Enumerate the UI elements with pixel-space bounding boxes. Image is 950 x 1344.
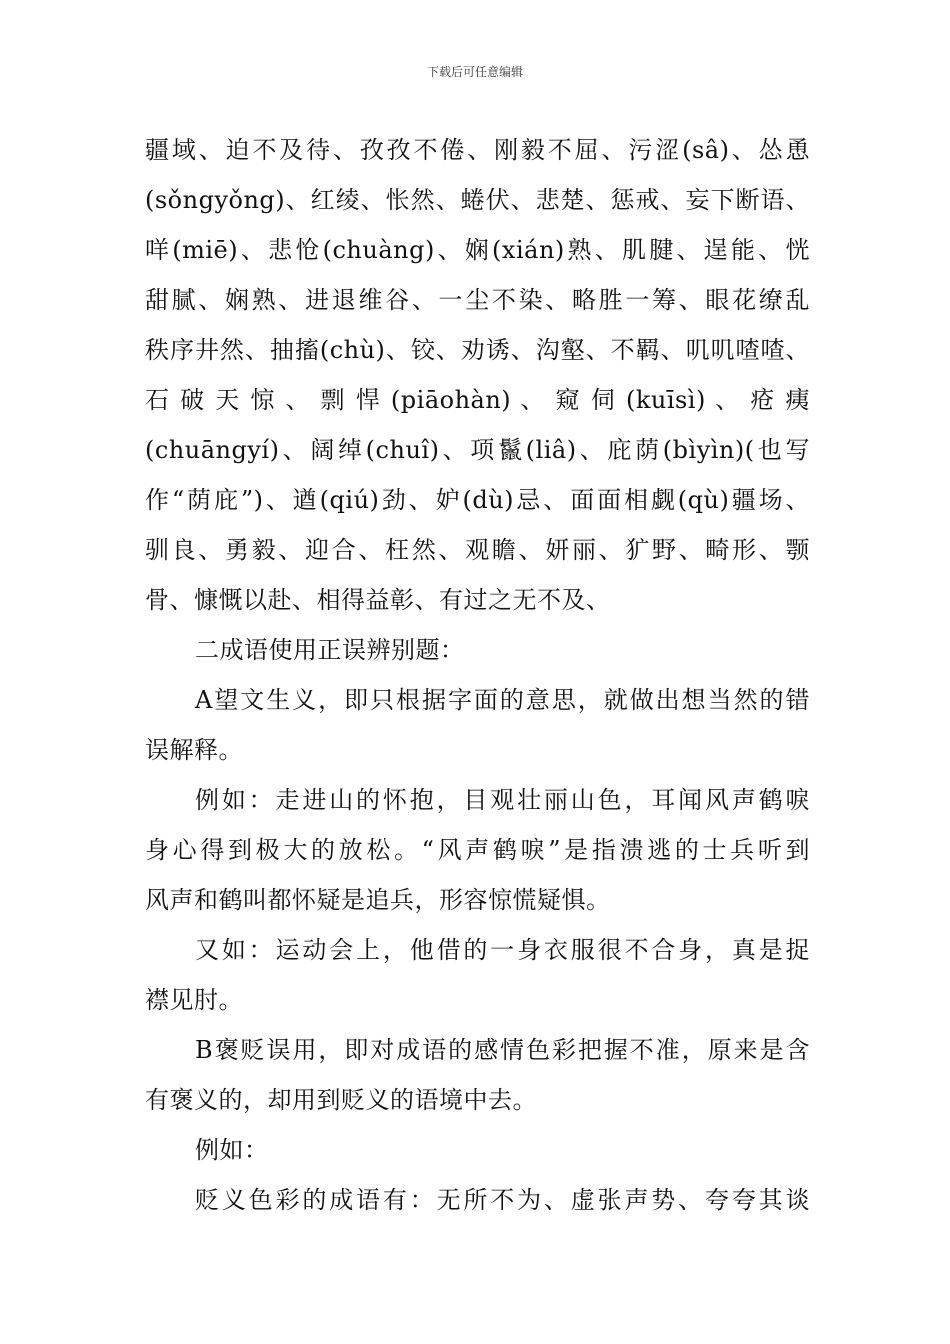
text-line: 有褒义的，却用到贬义的语境中去。	[145, 1086, 537, 1114]
text-line: (chuāngyí)、阔绰(chuî)、项鬣(liâ)、庇荫(bìyìn)(也写	[145, 436, 810, 464]
text-line: 贬义色彩的成语有：无所不为、虚张声势、夸夸其谈	[195, 1186, 810, 1214]
text-line: 身心得到极大的放松。“风声鹤唳”是指溃逃的士兵听到	[145, 836, 810, 864]
page-header: 下载后可任意编辑	[426, 65, 523, 79]
text-line: 误解释。	[145, 736, 243, 764]
text-line: 襟见肘。	[145, 986, 243, 1014]
text-line: 咩(miē)、悲怆(chuàng)、娴(xián)熟、肌腱、逞能、恍	[145, 236, 810, 264]
document-body	[145, 125, 810, 1225]
text-line: 骨、慷慨以赴、相得益彰、有过之无不及、	[145, 586, 611, 614]
text-line: 秩序井然、抽搐(chù)、铰、劝诱、沟壑、不羁、叽叽喳喳、	[145, 336, 810, 364]
text-line: 例如：	[195, 1136, 269, 1164]
text-line: 风声和鹤叫都怀疑是追兵，形容惊慌疑惧。	[145, 886, 611, 914]
text-line: 例如：走进山的怀抱，目观壮丽山色，耳闻风声鹤唳	[195, 786, 810, 814]
text-line: 甜腻、娴熟、进退维谷、一尘不染、略胜一筹、眼花缭乱	[145, 286, 810, 314]
text-line: B褒贬误用，即对成语的感情色彩把握不准，原来是含	[195, 1036, 810, 1064]
text-line: 二成语使用正误辨别题：	[195, 636, 465, 664]
text-line: A望文生义，即只根据字面的意思，就做出想当然的错	[195, 686, 810, 714]
text-line: 作“荫庇”)、遒(qiú)劲、妒(dù)忌、面面相觑(qù)疆场、	[145, 486, 810, 514]
text-line: 疆域、迫不及待、孜孜不倦、刚毅不屈、污涩(sâ)、怂恿	[145, 136, 810, 164]
text-line: (sǒngyǒng)、红绫、怅然、蜷伏、悲楚、惩戒、妄下断语、	[145, 186, 810, 214]
text-line: 又如：运动会上，他借的一身衣服很不合身，真是捉	[195, 936, 810, 964]
text-line: 石 破 天 惊 、 剽 悍 (piāohàn) 、 窥 伺 (kuīsì) 、 疮 痍	[145, 386, 810, 414]
text-line: 驯良、勇毅、迎合、枉然、观瞻、妍丽、犷野、畸形、颚	[145, 536, 810, 564]
